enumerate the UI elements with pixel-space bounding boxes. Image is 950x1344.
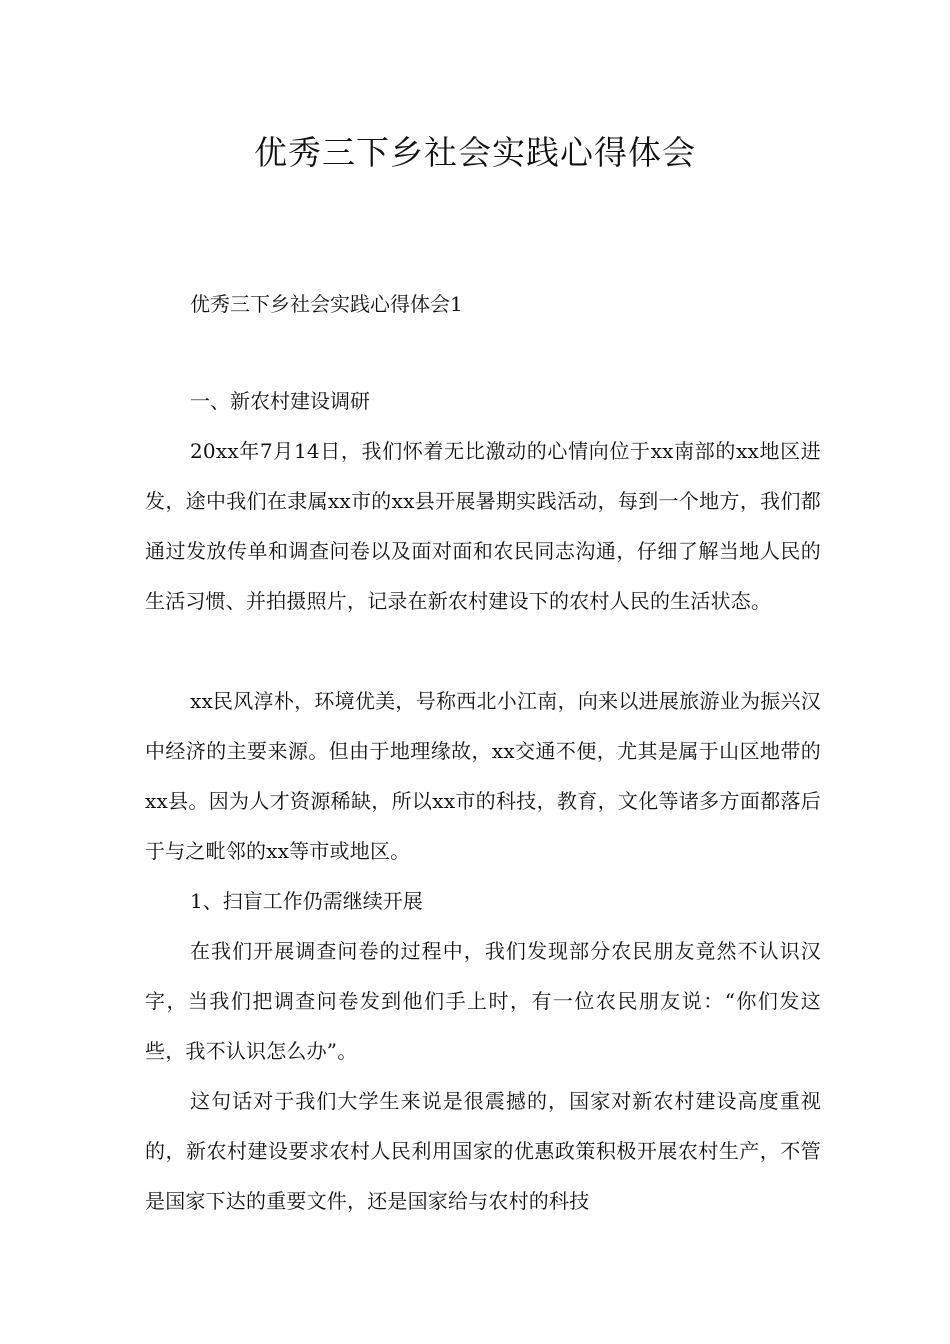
- paragraph-2: xx民风淳朴，环境优美，号称西北小江南，向来以进展旅游业为振兴汉中经济的主要来源。但由于地理缘故，xx交通不便，尤其是属于山区地带的xx县。因为人才资源稀缺，所以xx市的科技，教育，文化等诸多方面都落后于与之毗邻的xx等市或地区。: [145, 689, 821, 863]
- subheading-1: 1、扫盲工作仍需继续开展: [190, 889, 423, 913]
- section-subtitle: 优秀三下乡社会实践心得体会1: [190, 292, 463, 316]
- paragraph-1: 20xx年7月14日，我们怀着无比激动的心情向位于xx南部的xx地区进发，途中我们在隶属xx市的xx县开展暑期实践活动，每到一个地方，我们都通过发放传单和调查问卷以及面对面和农民同志沟通，仔细了解当地人民的生活习惯、并拍摄照片，记录在新农村建设下的农村人民的生活状态。: [145, 439, 821, 613]
- section-heading: 一、新农村建设调研: [190, 389, 370, 413]
- paragraph-3: 在我们开展调查问卷的过程中，我们发现部分农民朋友竟然不认识汉字，当我们把调查问卷发到他们手上时，有一位农民朋友说：“你们发这些，我不认识怎么办”。: [145, 939, 821, 1063]
- document-title: 优秀三下乡社会实践心得体会: [254, 133, 696, 172]
- paragraph-4: 这句话对于我们大学生来说是很震撼的，国家对新农村建设高度重视的，新农村建设要求农村人民利用国家的优惠政策积极开展农村生产，不管是国家下达的重要文件，还是国家给与农村的科技: [145, 1089, 821, 1213]
